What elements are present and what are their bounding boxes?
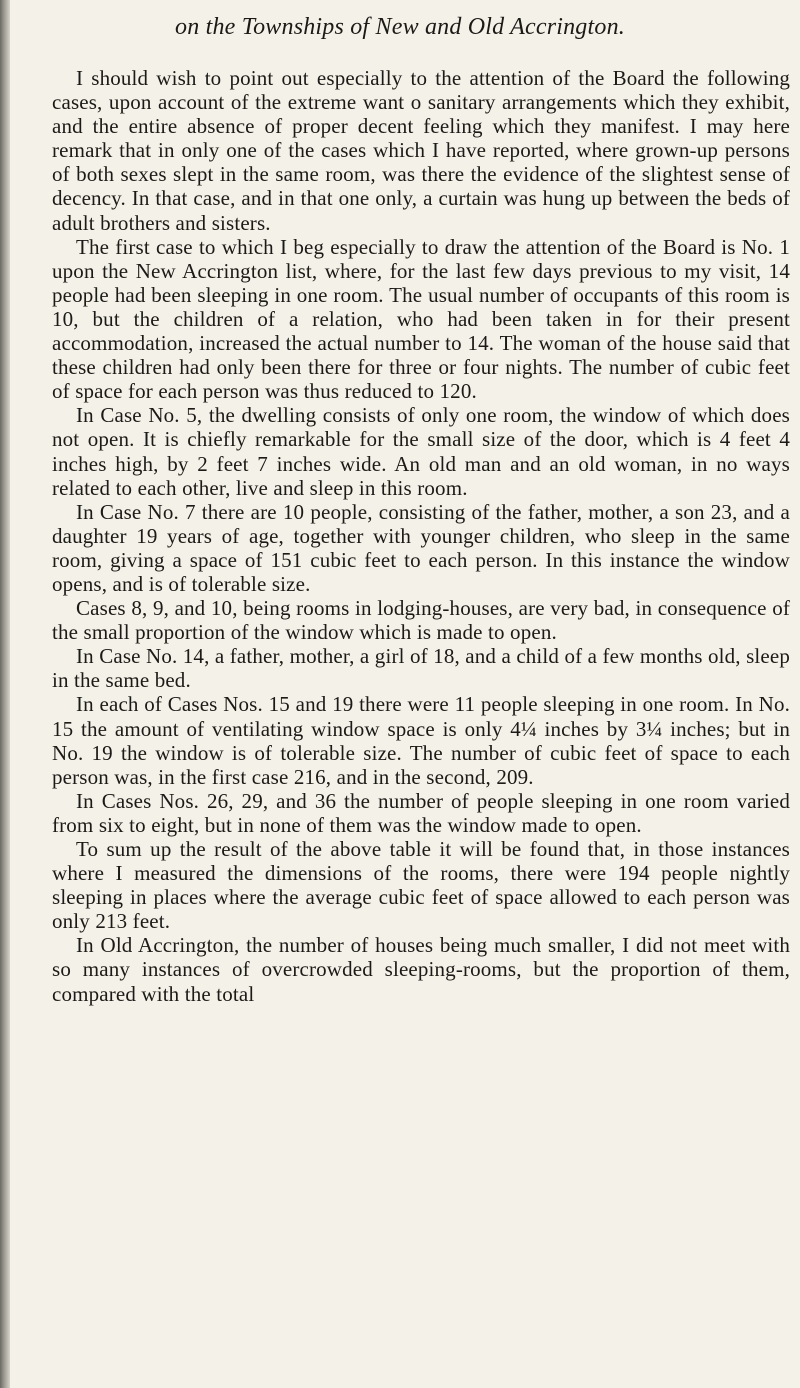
paragraph-7: In each of Cases Nos. 15 and 19 there were 11 people sleeping in one room. In No. 15 the amount of ventilating window space is only 4¼ inches by 3¼ inches; but in No. 19 the window is of tolerable size. The number of cubic feet of space to each person was, in the first case 216, and in the second, 209. xyxy=(52,692,790,789)
paragraph-5: Cases 8, 9, and 10, being rooms in lodging-houses, are very bad, in consequence of the small proportion of the window which is made to open. xyxy=(52,596,790,645)
paragraph-1: I should wish to point out especially to the attention of the Board the following cases, upon account of the extreme want o sanitary arrangements which they exhibit, and the entire absence of proper decent feeling which they manifest. I may here remark that in only one of the cases which I have reported, where grown-up persons of both sexes slept in the same room, was there the evidence of the slightest sense of decency. In that case, and in that one only, a curtain was hung up between the beds of adult brothers and sisters. xyxy=(52,66,790,235)
paragraph-8: In Cases Nos. 26, 29, and 36 the number of people sleeping in one room varied from six to eight, but in none of them was the window made to open. xyxy=(52,788,790,837)
paragraph-4: In Case No. 7 there are 10 people, consisting of the father, mother, a son 23, and a daughter 19 years of age, together with younger children, who sleep in the same room, giving a space of 151 cubic feet to each person. In this instance the window opens, and is of tolerable size. xyxy=(52,499,790,596)
paragraph-10: In Old Accrington, the number of houses being much smaller, I did not meet with so many instances of overcrowded sleeping-rooms, but the proportion of them, compared with the total xyxy=(52,933,790,1006)
page-spine-edge xyxy=(0,0,10,1388)
body-text xyxy=(52,66,790,1006)
paragraph-9: To sum up the result of the above table it will be found that, in those instances where I measured the dimensions of the rooms, there were 194 people nightly sleeping in places where the average cubic feet of space allowed to each person was only 213 feet. xyxy=(52,837,790,934)
running-head: on the Townships of New and Old Accrington. xyxy=(175,14,625,40)
paragraph-3: In Case No. 5, the dwelling consists of only one room, the window of which does not open. It is chiefly remarkable for the small size of the door, which is 4 feet 4 inches high, by 2 feet 7 inches wide. An old man and an old woman, in no ways related to each other, live and sleep in this room. xyxy=(52,403,790,500)
paragraph-6: In Case No. 14, a father, mother, a girl of 18, and a child of a few months old, sleep in the same bed. xyxy=(52,644,790,693)
paragraph-2: The first case to which I beg especially to draw the attention of the Board is No. 1 upon the New Accrington list, where, for the last few days previous to my visit, 14 people had been sleeping in one room. The usual number of occupants of this room is 10, but the children of a relation, who had been taken in for their present accommodation, increased the actual number to 14. The woman of the house said that these children had only been there for three or four nights. The number of cubic feet of space for each person was thus reduced to 120. xyxy=(52,234,790,404)
